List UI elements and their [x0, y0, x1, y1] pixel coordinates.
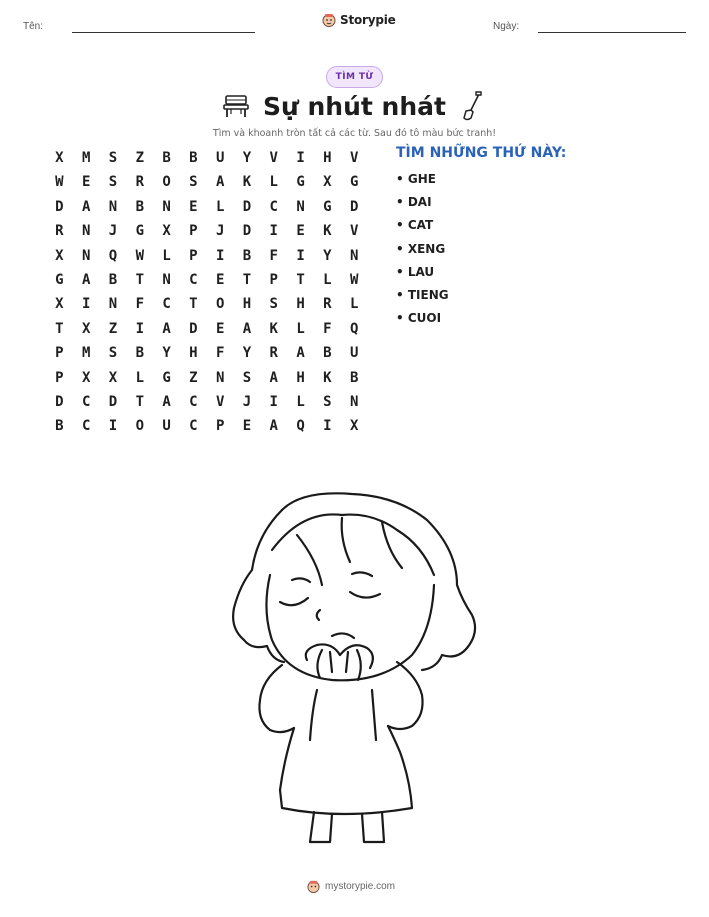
grid-row: [46, 319, 368, 343]
grid-letter[interactable]: K: [269, 320, 278, 337]
word-item: • CAT: [396, 218, 434, 233]
grid-letter[interactable]: S: [269, 296, 278, 313]
grid-letter[interactable]: O: [135, 418, 144, 435]
grid-letter[interactable]: L: [162, 247, 171, 264]
grid-letter[interactable]: G: [323, 198, 332, 215]
grid-row: [46, 294, 368, 318]
grid-letter[interactable]: A: [242, 320, 252, 337]
grid-letter[interactable]: E: [215, 271, 225, 288]
grid-letter[interactable]: B: [135, 345, 144, 362]
grid-letter[interactable]: E: [189, 198, 198, 215]
grid-letter[interactable]: N: [215, 369, 225, 386]
grid-row: [46, 343, 368, 367]
grid-letter[interactable]: X: [55, 150, 64, 166]
grid-letter[interactable]: L: [323, 271, 332, 288]
grid-letter[interactable]: V: [269, 150, 278, 166]
brand: [322, 13, 396, 27]
grid-letter[interactable]: C: [162, 296, 171, 313]
grid-letter[interactable]: B: [242, 247, 252, 264]
grid-letter[interactable]: D: [242, 198, 252, 215]
grid-letter[interactable]: Z: [135, 150, 144, 166]
grid-letter[interactable]: N: [162, 198, 171, 215]
word-list: [396, 172, 449, 334]
grid-letter[interactable]: P: [269, 271, 278, 288]
grid-letter[interactable]: C: [189, 393, 198, 410]
grid-letter[interactable]: T: [135, 271, 144, 288]
brand-name: Storypie: [340, 13, 396, 27]
word-item: • GHE: [396, 172, 436, 186]
grid-letter[interactable]: B: [349, 369, 359, 386]
grid-letter[interactable]: A: [81, 271, 91, 288]
grid-letter[interactable]: Y: [242, 150, 252, 166]
grid-row: [46, 148, 368, 172]
grid-letter[interactable]: D: [55, 393, 64, 410]
grid-letter[interactable]: A: [269, 418, 278, 435]
word-item: • DAI: [396, 195, 432, 210]
grid-row: [46, 172, 368, 196]
grid-letter[interactable]: S: [108, 345, 118, 362]
grid-letter[interactable]: J: [215, 223, 225, 240]
grid-letter[interactable]: T: [189, 296, 198, 313]
grid-letter[interactable]: D: [189, 320, 198, 337]
grid-letter[interactable]: O: [162, 174, 171, 191]
grid-letter[interactable]: B: [323, 345, 332, 362]
grid-letter[interactable]: N: [349, 393, 359, 410]
grid-letter[interactable]: L: [215, 198, 225, 215]
grid-letter[interactable]: W: [135, 247, 144, 264]
word-list-title: TÌM NHỮNG THỨ NÀY:: [396, 145, 567, 161]
grid-letter[interactable]: I: [215, 247, 225, 264]
grid-letter[interactable]: Q: [108, 247, 118, 264]
grid-letter[interactable]: U: [349, 345, 359, 362]
grid-letter[interactable]: I: [269, 223, 278, 240]
grid-letter[interactable]: N: [162, 271, 171, 288]
grid-letter[interactable]: N: [349, 247, 359, 264]
grid-letter[interactable]: F: [215, 345, 225, 362]
footer-url[interactable]: mystorypie.com: [325, 881, 396, 892]
grid-letter[interactable]: Z: [189, 369, 198, 386]
grid-letter[interactable]: C: [269, 198, 278, 215]
grid-letter[interactable]: E: [81, 174, 91, 191]
grid-letter[interactable]: T: [296, 271, 305, 288]
grid-letter[interactable]: I: [296, 150, 305, 166]
grid-letter[interactable]: I: [108, 418, 118, 435]
name-line[interactable]: [72, 32, 255, 33]
instructions: Tìm và khoanh tròn tất cả các từ. Sau đó tô màu bức tranh!: [212, 128, 497, 139]
date-line[interactable]: [538, 32, 686, 33]
grid-letter[interactable]: D: [349, 198, 359, 215]
grid-letter[interactable]: X: [81, 320, 91, 337]
grid-letter[interactable]: B: [55, 418, 64, 435]
grid-row: [46, 221, 368, 245]
grid-letter[interactable]: X: [81, 369, 91, 386]
grid-letter[interactable]: E: [242, 418, 252, 435]
grid-letter[interactable]: S: [189, 174, 198, 191]
grid-letter[interactable]: I: [81, 296, 91, 313]
grid-letter[interactable]: Y: [323, 247, 332, 264]
grid-letter[interactable]: A: [81, 198, 91, 215]
grid-letter[interactable]: H: [323, 150, 332, 166]
grid-letter[interactable]: B: [108, 271, 118, 288]
grid-letter[interactable]: X: [55, 247, 64, 264]
grid-letter[interactable]: O: [215, 296, 225, 313]
grid-letter[interactable]: M: [81, 345, 91, 362]
grid-letter[interactable]: E: [296, 223, 305, 240]
grid-letter[interactable]: J: [108, 223, 118, 240]
grid-letter[interactable]: I: [135, 320, 144, 337]
grid-letter[interactable]: K: [242, 174, 252, 191]
grid-letter[interactable]: N: [296, 198, 305, 215]
grid-letter[interactable]: S: [242, 369, 252, 386]
grid-letter[interactable]: D: [108, 393, 118, 410]
grid-row: [46, 368, 368, 392]
grid-letter[interactable]: L: [269, 174, 278, 191]
storypie-logo: [322, 13, 336, 27]
grid-letter[interactable]: A: [269, 369, 278, 386]
grid-letter[interactable]: T: [242, 271, 252, 288]
grid-letter[interactable]: C: [81, 393, 91, 410]
grid-row: [46, 197, 368, 221]
grid-letter[interactable]: A: [162, 393, 171, 410]
grid-letter[interactable]: I: [269, 393, 278, 410]
activity-tag: TÌM TỪ: [326, 66, 383, 88]
grid-letter[interactable]: A: [296, 345, 305, 362]
grid-letter[interactable]: G: [162, 369, 171, 386]
grid-letter[interactable]: V: [349, 150, 359, 166]
grid-letter[interactable]: P: [189, 223, 198, 240]
grid-letter[interactable]: S: [108, 150, 118, 166]
grid-letter[interactable]: M: [81, 150, 91, 166]
grid-letter[interactable]: A: [215, 174, 225, 191]
grid-letter[interactable]: X: [349, 418, 359, 435]
grid-letter[interactable]: G: [55, 271, 64, 288]
grid-letter[interactable]: K: [323, 369, 332, 386]
grid-letter[interactable]: R: [55, 223, 64, 240]
grid-letter[interactable]: V: [349, 223, 359, 240]
grid-letter[interactable]: U: [215, 150, 225, 166]
grid-letter[interactable]: N: [108, 198, 118, 215]
grid-letter[interactable]: P: [55, 345, 64, 362]
grid-row: [46, 416, 368, 440]
word-search-grid[interactable]: [46, 148, 368, 441]
grid-letter[interactable]: C: [81, 418, 91, 435]
grid-letter[interactable]: Z: [108, 320, 118, 337]
grid-letter[interactable]: B: [135, 198, 144, 215]
shovel-icon: [461, 90, 485, 122]
grid-letter[interactable]: A: [162, 320, 171, 337]
grid-row: [46, 392, 368, 416]
grid-letter[interactable]: W: [349, 271, 359, 288]
grid-letter[interactable]: I: [323, 418, 332, 435]
grid-letter[interactable]: D: [242, 223, 252, 240]
grid-letter[interactable]: N: [81, 247, 91, 264]
grid-letter[interactable]: I: [296, 247, 305, 264]
grid-letter[interactable]: T: [55, 320, 64, 337]
grid-letter[interactable]: X: [55, 296, 64, 313]
name-label: Tên:: [23, 21, 44, 32]
grid-letter[interactable]: Q: [349, 320, 359, 337]
grid-letter[interactable]: X: [162, 223, 171, 240]
footer: [307, 880, 395, 893]
grid-letter[interactable]: C: [189, 271, 198, 288]
grid-letter[interactable]: X: [108, 369, 118, 386]
grid-letter[interactable]: C: [189, 418, 198, 435]
grid-row: [46, 246, 368, 270]
grid-letter[interactable]: G: [296, 174, 305, 191]
grid-letter[interactable]: P: [189, 247, 198, 264]
shy-girl-illustration[interactable]: [222, 490, 492, 852]
grid-letter[interactable]: Y: [162, 345, 171, 362]
grid-letter[interactable]: L: [135, 369, 144, 386]
grid-letter[interactable]: L: [296, 320, 305, 337]
grid-row: [46, 270, 368, 294]
grid-letter[interactable]: Y: [242, 345, 252, 362]
grid-letter[interactable]: N: [108, 296, 118, 313]
grid-letter[interactable]: S: [323, 393, 332, 410]
word-item: • TIENG: [396, 287, 449, 302]
word-item: • LAU: [396, 264, 435, 279]
page-title: Sự nhút nhát: [263, 92, 446, 121]
date-label: Ngày:: [493, 21, 520, 32]
grid-letter[interactable]: J: [242, 393, 252, 410]
grid-letter[interactable]: K: [323, 223, 332, 240]
grid-letter[interactable]: T: [135, 393, 144, 410]
word-item: • XENG: [396, 241, 446, 256]
grid-letter[interactable]: H: [296, 369, 305, 386]
grid-letter[interactable]: F: [323, 320, 332, 337]
storypie-logo: [307, 880, 320, 893]
grid-letter[interactable]: G: [349, 174, 359, 191]
grid-letter[interactable]: P: [55, 369, 64, 386]
grid-letter[interactable]: F: [269, 247, 278, 264]
grid-letter[interactable]: E: [215, 320, 225, 337]
grid-letter[interactable]: B: [162, 150, 171, 166]
word-item: • CUOI: [396, 311, 442, 326]
grid-letter[interactable]: R: [135, 174, 144, 191]
grid-letter[interactable]: F: [135, 296, 144, 313]
grid-letter[interactable]: S: [108, 174, 118, 191]
grid-letter[interactable]: L: [296, 393, 305, 410]
grid-letter[interactable]: R: [269, 345, 278, 362]
grid-letter[interactable]: H: [242, 296, 252, 313]
grid-letter[interactable]: W: [55, 174, 64, 191]
grid-letter[interactable]: Q: [296, 418, 305, 435]
grid-letter[interactable]: R: [323, 296, 332, 313]
grid-letter[interactable]: D: [55, 198, 64, 215]
grid-letter[interactable]: P: [215, 418, 225, 435]
grid-letter[interactable]: U: [162, 418, 171, 435]
grid-letter[interactable]: B: [189, 150, 198, 166]
grid-letter[interactable]: V: [215, 393, 225, 410]
grid-letter[interactable]: G: [135, 223, 144, 240]
grid-letter[interactable]: X: [323, 174, 332, 191]
grid-letter[interactable]: H: [296, 296, 305, 313]
grid-letter[interactable]: N: [81, 223, 91, 240]
grid-letter[interactable]: L: [349, 296, 359, 313]
grid-letter[interactable]: H: [189, 345, 198, 362]
